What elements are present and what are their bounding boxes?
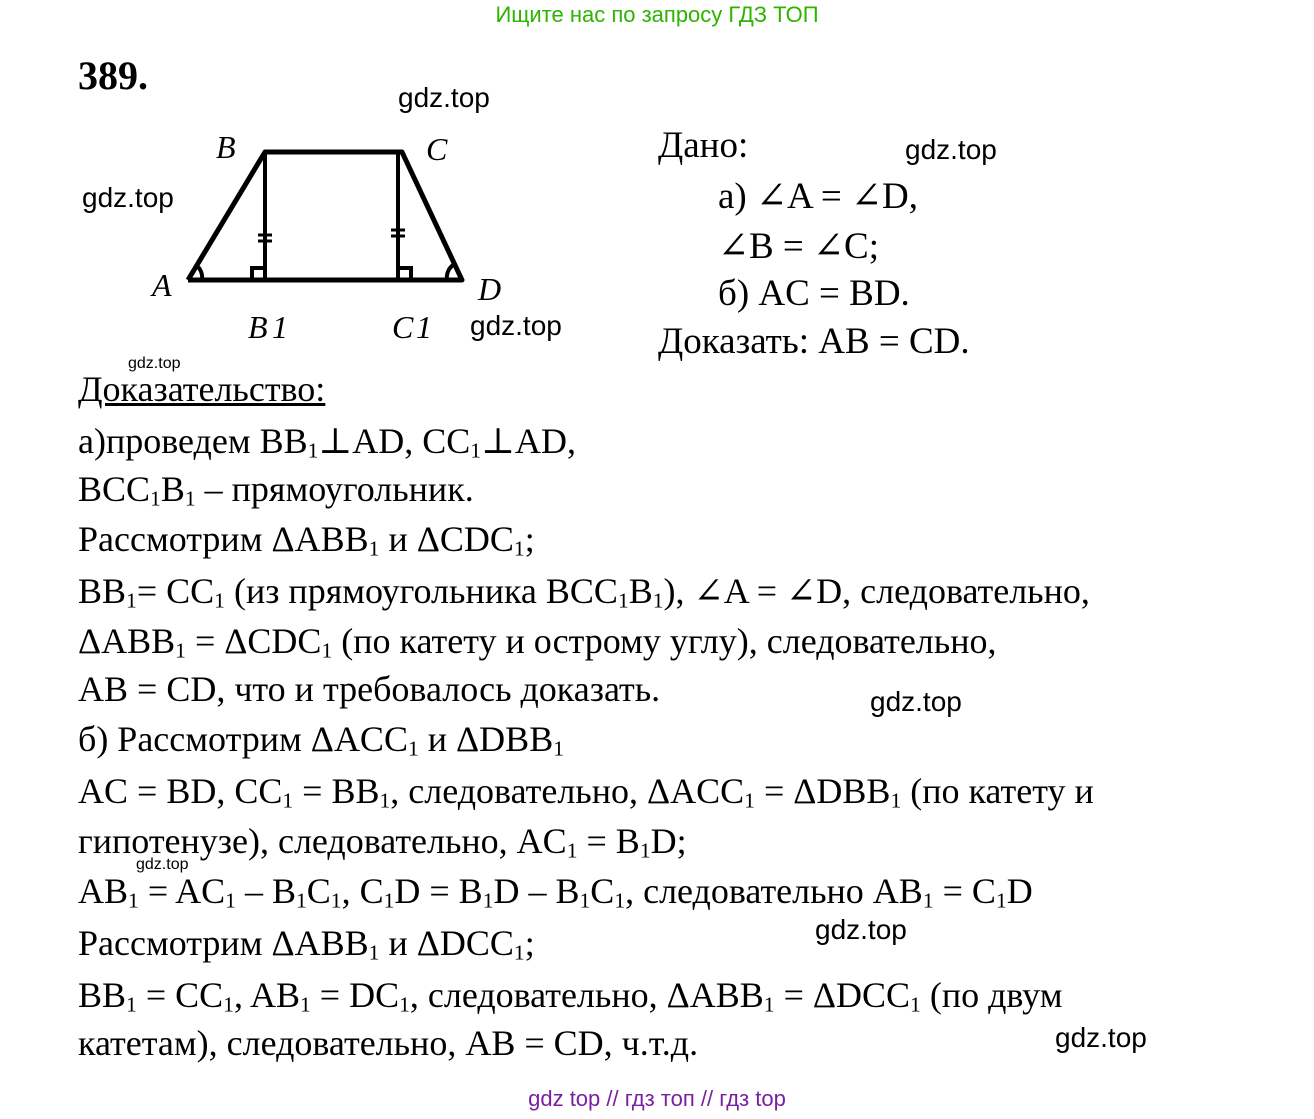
watermark: gdz.top (815, 914, 907, 945)
proof-line-1: а)проведем $BB_1\perp AD$, $CC_1\perp AD$, (78, 421, 576, 463)
proof-line-4: $BB_1= CC_1$ (из прямоугольника $BCC_1B_1$), ∠A = ∠D, следовательно, (78, 571, 1090, 613)
proof-line-3: Рассмотрим $\Delta ABB_1$ и $\Delta CDC_1$; (78, 519, 535, 561)
watermark: gdz.top (870, 686, 962, 717)
label-a: A (152, 267, 172, 303)
label-b1: B (248, 309, 268, 345)
watermark: gdz.top (1055, 1022, 1147, 1053)
trapezoid-outline (188, 152, 462, 280)
watermark: gdz.top (82, 182, 174, 213)
watermark: gdz.top (128, 355, 181, 372)
given-title: Дано: (658, 125, 749, 166)
label-c1-sub: 1 (416, 309, 432, 345)
given-a2: ∠B = ∠C; (718, 226, 880, 267)
proof-line-7: б) Рассмотрим $\Delta ACC_1$ и $\Delta DBB_1$ (78, 719, 564, 761)
label-c: C (426, 131, 448, 167)
proof-line-12: $BB_1 = CC_1$, $AB_1 = DC_1$, следовательно, $\Delta ABB_1 = \Delta DCC_1$ (по двум (78, 975, 1063, 1017)
given-b: б) AC = BD. (718, 273, 910, 314)
label-c1: C (392, 309, 414, 345)
watermark: gdz.top (136, 856, 189, 873)
trapezoid-figure (140, 120, 540, 360)
prove-statement: Доказать: AB = CD. (658, 321, 970, 362)
proof-line-5: $\Delta ABB_1 = \Delta CDC_1$ (по катету и острому углу), следовательно, (78, 621, 997, 663)
footer-links: gdz top // гдз топ // гдз top (528, 1086, 786, 1111)
proof-line-2: $BCC_1B_1$ – прямоугольник. (78, 469, 474, 511)
proof-line-9: гипотенузе), следовательно, $AC_1 = B_1D$; (78, 821, 687, 863)
proof-line-10: $AB_1 = AC_1 - B_1C_1$, $C_1D = B_1D - B_1C_1$, следовательно $AB_1 = C_1D$ (78, 871, 1033, 913)
proof-line-11: Рассмотрим $\Delta ABB_1$ и $\Delta DCC_1$; (78, 923, 535, 965)
label-d: D (478, 271, 502, 307)
watermark: gdz.top (398, 82, 490, 113)
proof-line-13: катетам), следовательно, AB = CD, ч.т.д. (78, 1023, 699, 1063)
right-angle-c1 (398, 268, 411, 280)
right-angle-b1 (252, 268, 265, 280)
label-b1-sub: 1 (272, 309, 288, 345)
given-a: а) ∠A = ∠D, (718, 176, 919, 217)
proof-title: Доказательство: (78, 369, 326, 409)
top-banner: Ищите нас по запросу ГДЗ ТОП (495, 2, 819, 27)
watermark: gdz.top (905, 134, 997, 165)
proof-line-6: AB = CD, что и требовалось доказать. (78, 669, 661, 709)
proof-line-8: AC = BD, $CC_1 = BB_1$, следовательно, $\Delta ACC_1 = \Delta DBB_1$ (по катету и (78, 771, 1094, 813)
watermark: gdz.top (470, 310, 562, 341)
label-b: B (216, 129, 236, 165)
problem-number: 389. (78, 53, 148, 98)
